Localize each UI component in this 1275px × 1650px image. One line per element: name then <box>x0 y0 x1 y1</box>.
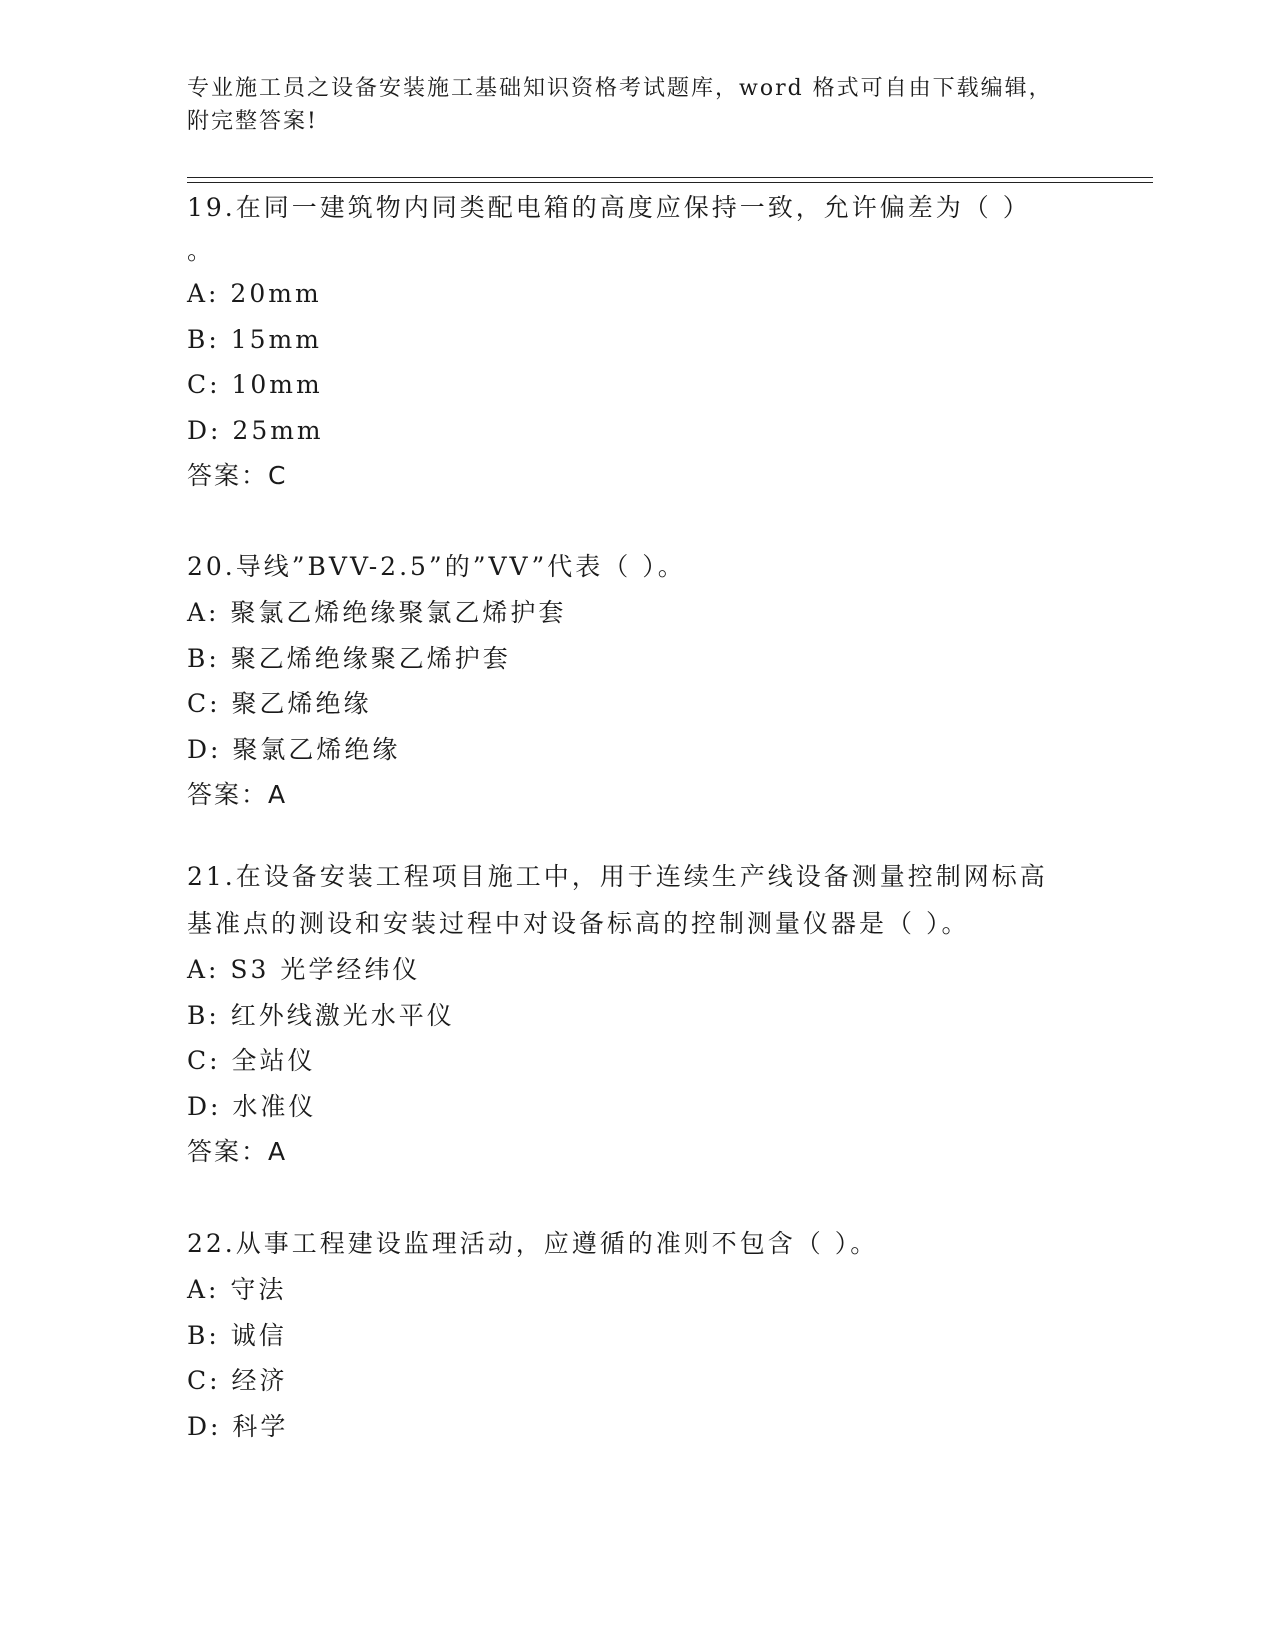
option-a: A: 守法 <box>187 1275 287 1304</box>
answer: 答案：C <box>187 461 288 490</box>
option-b: B: 红外线激光水平仪 <box>187 1000 455 1030</box>
question-stem-continued: 基准点的测设和安装过程中对设备标高的控制测量仪器是（ ）。 <box>187 909 970 938</box>
answer: 答案：A <box>187 780 288 809</box>
option-c: C: 经济 <box>187 1366 288 1395</box>
question-stem: 20.导线”BVV-2.5”的”VV”代表（ ）。 <box>187 552 686 581</box>
header-line-2: 附完整答案! <box>187 109 318 134</box>
option-a: A: 聚氯乙烯绝缘聚氯乙烯护套 <box>187 598 567 627</box>
option-b: B: 15mm <box>187 324 322 354</box>
question-20 <box>187 543 1087 817</box>
option-d: D: 水准仪 <box>187 1091 317 1121</box>
question-22 <box>187 1220 1087 1449</box>
question-stem-continued: 。 <box>187 236 216 265</box>
document-header <box>187 72 1087 138</box>
option-b: B: 聚乙烯绝缘聚乙烯护套 <box>187 643 511 673</box>
header-line-1: 专业施工员之设备安装施工基础知识资格考试题库，word 格式可自由下载编辑， <box>187 76 1053 101</box>
answer: 答案：A <box>187 1137 288 1166</box>
option-a: A: S3 光学经纬仪 <box>187 955 421 984</box>
option-c: C: 聚乙烯绝缘 <box>187 689 372 718</box>
option-c: C: 全站仪 <box>187 1046 316 1075</box>
option-c: C: 10mm <box>187 370 323 399</box>
header-divider-top <box>187 177 1153 178</box>
option-b: B: 诚信 <box>187 1320 287 1350</box>
question-stem: 19.在同一建筑物内同类配电箱的高度应保持一致，允许偏差为（ ） <box>187 193 1031 222</box>
option-d: D: 科学 <box>187 1411 289 1441</box>
question-19 <box>187 184 1087 498</box>
option-a: A: 20mm <box>187 279 322 308</box>
header-divider-bottom <box>187 182 1153 183</box>
question-stem: 21.在设备安装工程项目施工中，用于连续生产线设备测量控制网标高 <box>187 862 1048 891</box>
option-d: D: 25mm <box>187 415 324 445</box>
question-stem: 22.从事工程建设监理活动，应遵循的准则不包含（ ）。 <box>187 1229 879 1258</box>
question-21 <box>187 853 1087 1174</box>
option-d: D: 聚氯乙烯绝缘 <box>187 734 401 764</box>
